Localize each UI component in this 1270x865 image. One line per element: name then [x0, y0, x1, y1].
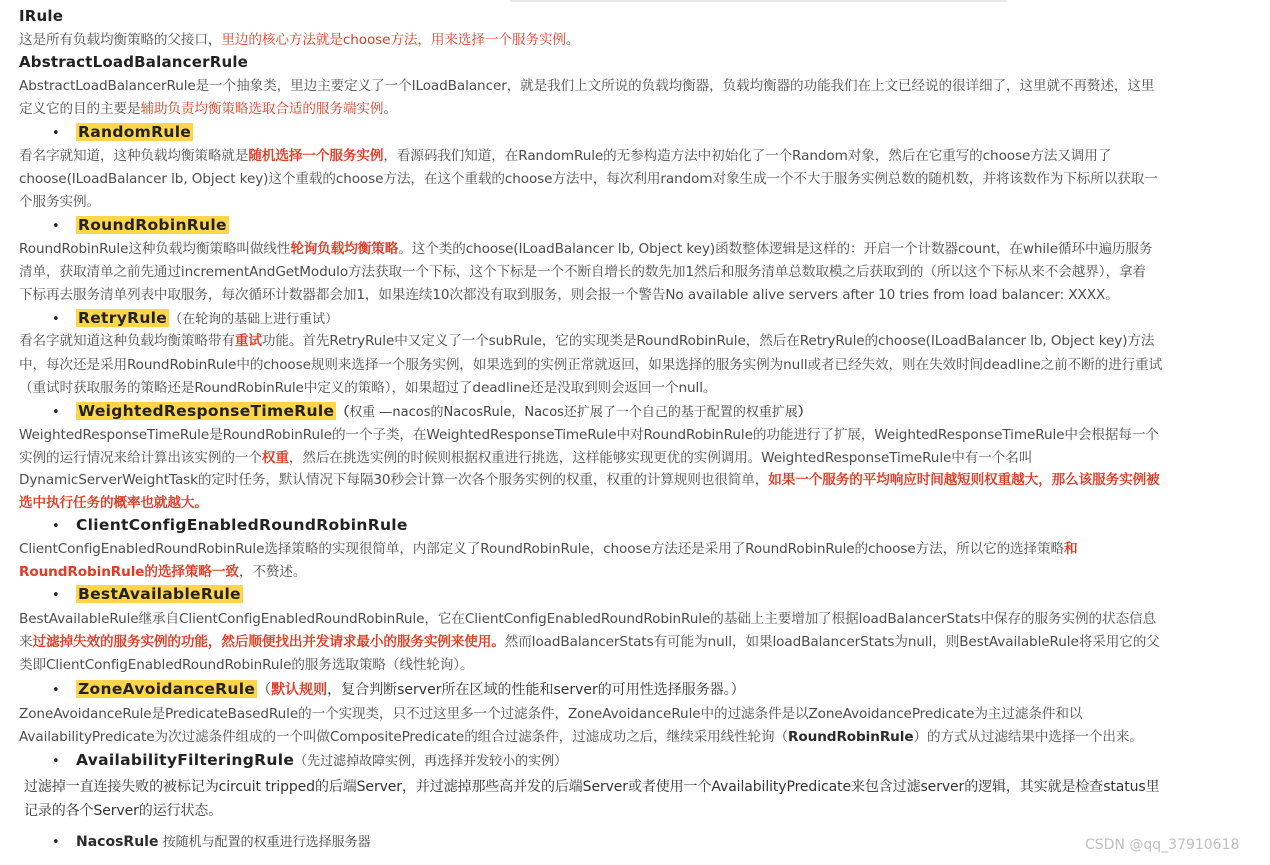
retry-rule-note: （在轮询的基础上进行重试）: [169, 312, 339, 327]
bullet-dot: •: [52, 835, 60, 850]
zoneavoidance-rule-note: （默认规则，复合判断server所在区域的性能和server的可用性选择服务器。）: [257, 682, 745, 698]
retry-rule-name: RetryRule: [78, 309, 168, 327]
roundrobin-line3: 下标再去服务清单列表中取服务，每次循环计数器都会加1，如果连续10次都没有取到服务，则会报一个警告No available alive servers after 10 tries from load balancer: XXXX。: [19, 287, 1119, 303]
bullet-bestavailable-rule: [52, 583, 243, 607]
zoneavoidance-line2: AvailabilityPredicate为次过滤条件组成的一个叫做CompositePredicate的组合过滤条件，过滤成功之后，继续采用线性轮询（RoundRobinRule）的方式从过滤结果中选择一个出来。: [19, 729, 1143, 745]
availabilityfiltering-line2: 记录的各个Server的运行状态。: [24, 803, 223, 819]
bullet-weighted-rule: [52, 400, 811, 424]
weighted-line2: 实例的运行情况来给计算出该实例的一个权重，然后在挑选实例的时候则根据权重进行挑选，这样能够实现更优的实例调用。WeightedResponseTimeRule中有一个名叫: [19, 450, 1033, 466]
abstract-line1: AbstractLoadBalancerRule是一个抽象类，里边主要定义了一个ILoadBalancer，就是我们上文所说的负载均衡器，负载均衡器的功能我们在上文已经说的很详细了，这里就不再赘述，这里: [19, 78, 1155, 94]
bullet-retry-rule: [52, 307, 338, 331]
random-line3: 个服务实例。: [19, 194, 100, 210]
bullet-dot: •: [52, 405, 60, 420]
zoneavoidance-line1: ZoneAvoidanceRule是PredicateBasedRule的一个实现类，只不过这里多一个过滤条件，ZoneAvoidanceRule中的过滤条件是以ZoneAvoidancePredicate为主过滤条件和以: [19, 706, 1083, 722]
bullet-availabilityfiltering-rule: [52, 749, 567, 773]
nacos-rule-note: 按随机与配置的权重进行选择服务器: [158, 835, 371, 850]
bullet-dot: •: [52, 588, 60, 603]
abstract-title: AbstractLoadBalancerRule: [19, 53, 249, 71]
roundrobin-rule-name: RoundRobinRule: [78, 216, 227, 234]
random-rule-name: RandomRule: [78, 123, 192, 141]
bullet-dot: •: [52, 683, 60, 698]
bullet-zoneavoidance-rule: [52, 678, 745, 702]
bullet-roundrobin-rule: [52, 214, 229, 238]
clientconfig-line1: ClientConfigEnabledRoundRobinRule选择策略的实现很简单，内部定义了RoundRobinRule，choose方法还是采用了RoundRobinRule的choose方法，所以它的选择策略和: [19, 541, 1078, 557]
weighted-line4: 选中执行任务的概率也就越大。: [19, 495, 208, 511]
availabilityfiltering-rule-name: AvailabilityFilteringRule: [76, 751, 295, 769]
roundrobin-line1: RoundRobinRule这种负载均衡策略叫做线性轮询负载均衡策略。这个类的choose(ILoadBalancer lb, Object key)函数整体逻辑是这样的：开启一个计数器count，在while循环中遍历服务: [19, 241, 1153, 257]
zoneavoidance-rule-name: ZoneAvoidanceRule: [78, 680, 256, 698]
random-line1: 看名字就知道，这种负载均衡策略就是随机选择一个服务实例，看源码我们知道，在RandomRule的无参构造方法中初始化了一个Random对象，然后在它重写的choose方法又调用了: [19, 148, 1112, 164]
irule-desc: 这是所有负载均衡策略的父接口，里边的核心方法就是choose方法，用来选择一个服务实例。: [19, 32, 580, 48]
weighted-rule-name: WeightedResponseTimeRule: [78, 402, 335, 420]
bullet-dot: •: [52, 219, 60, 234]
weighted-line1: WeightedResponseTimeRule是RoundRobinRule的一个子类，在WeightedResponseTimeRule中对RoundRobinRule的功能进行了扩展，WeightedResponseTimeRule中会根据每一个: [19, 427, 1159, 443]
bullet-dot: •: [52, 754, 60, 769]
retry-line3: （重试时获取服务的策略还是RoundRobinRule中定义的策略），如果超过了deadline还是没取到则会返回一个null。: [19, 380, 717, 396]
random-line2: choose(ILoadBalancer lb, Object key)这个重载的choose方法，在这个重载的choose方法中，每次利用random对象生成一个不大于服务实例总数的随机数，并将该数作为下标所以获取一: [19, 171, 1158, 187]
availabilityfiltering-line1: 过滤掉一直连接失败的被标记为circuit tripped的后端Server，并过滤掉那些高并发的后端Server或者使用一个AvailabilityPredicate来包含过滤server的逻辑，其实就是检查status里: [24, 779, 1160, 795]
retry-line1: 看名字就知道这种负载均衡策略带有重试功能。首先RetryRule中又定义了一个subRule，它的实现类是RoundRobinRule，然后在RetryRule的choose(ILoadBalancer lb, Object key)方法: [19, 333, 1155, 349]
bestavailable-line2: 来过滤掉失效的服务实例的功能，然后顺便找出并发请求最小的服务实例来使用。然而loadBalancerStats有可能为null，如果loadBalancerStats为null，则BestAvailableRule将采用它的父: [19, 634, 1160, 650]
bullet-dot: •: [52, 312, 60, 327]
clientconfig-line2: RoundRobinRule的选择策略一致，不赘述。: [19, 564, 307, 580]
bestavailable-line1: BestAvailableRule继承自ClientConfigEnabledRoundRobinRule，它在ClientConfigEnabledRoundRobinRule的基础上主要增加了根据loadBalancerStats中保存的服务实例的状态信息: [19, 611, 1156, 627]
bullet-random-rule: [52, 121, 193, 145]
irule-title: IRule: [19, 7, 64, 25]
retry-line2: 中，每次还是采用RoundRobinRule中的choose规则来选择一个服务实例，如果选到的实例正常就返回，如果选择的服务实例为null或者已经失效，则在失效时间deadline之前不断的进行重试: [19, 357, 1163, 373]
top-divider: [510, 0, 1006, 2]
availabilityfiltering-rule-note: （先过滤掉故障实例，再选择并发较小的实例）: [294, 754, 568, 769]
roundrobin-line2: 清单，获取清单之前先通过incrementAndGetModulo方法获取一个下标，这个下标是一个不断自增长的数先加1然后和服务清单总数取模之后获取到的（所以这个下标从来不会越界），拿着: [19, 264, 1146, 280]
bullet-nacos-rule: [52, 831, 371, 854]
abstract-line2: 定义它的目的主要是辅助负责均衡策略选取合适的服务端实例。: [19, 101, 397, 117]
nacos-rule-name: NacosRule: [76, 834, 159, 850]
csdn-watermark: CSDN @qq_37910618: [1085, 837, 1240, 853]
bestavailable-rule-name: BestAvailableRule: [78, 585, 241, 603]
bullet-clientconfig-rule: [52, 514, 408, 538]
clientconfig-rule-name: ClientConfigEnabledRoundRobinRule: [76, 516, 408, 534]
weighted-line3: DynamicServerWeightTask的定时任务，默认情况下每隔30秒会计算一次各个服务实例的权重，权重的计算规则也很简单，如果一个服务的平均响应时间越短则权重越大，那么该服务实例被: [19, 472, 1160, 488]
bullet-dot: •: [52, 519, 60, 534]
bestavailable-line3: 类即ClientConfigEnabledRoundRobinRule的服务选取策略（线性轮询）。: [19, 657, 474, 673]
bullet-dot: •: [52, 126, 60, 141]
weighted-rule-note: （权重 —nacos的NacosRule，Nacos还扩展了一个自己的基于配置的权重扩展）: [336, 405, 811, 420]
